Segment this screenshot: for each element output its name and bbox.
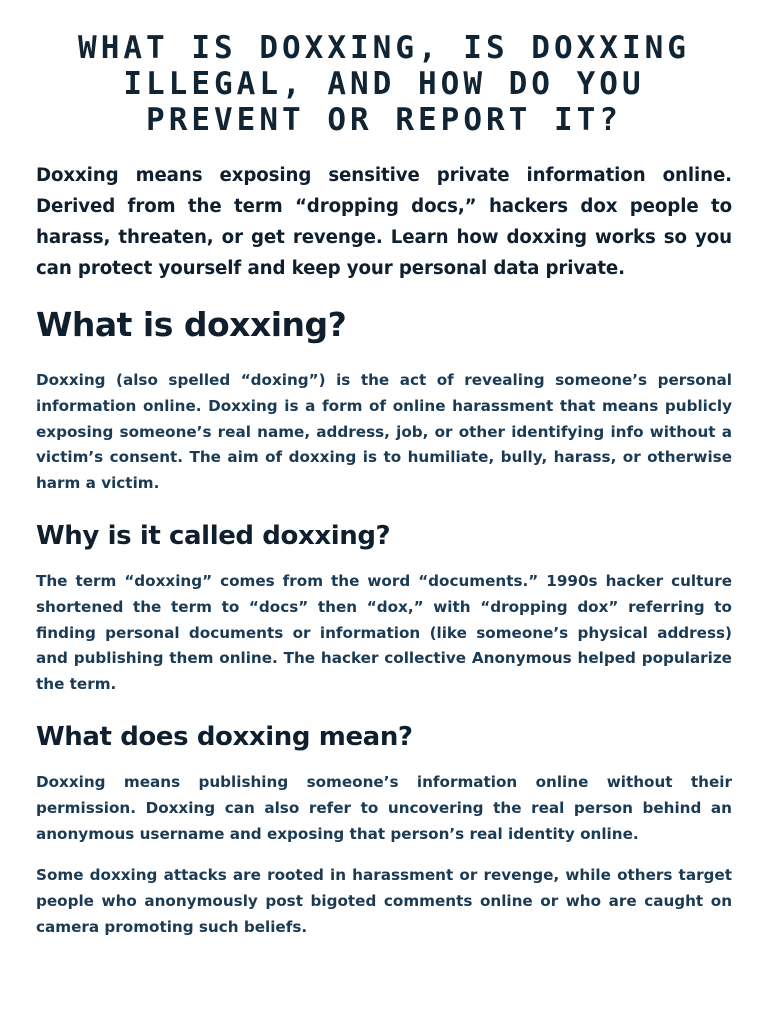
section-paragraph: The term “doxxing” comes from the word “documents.” 1990s hacker culture shortened the term to “docs” then “dox,” with “dropping dox” referring to finding personal documents or information (like someone’s physical address) and publishing them online. The hacker collective Anonymous helped popularize the term. xyxy=(36,571,732,694)
article xyxy=(36,30,732,963)
section-paragraph: Doxxing (also spelled “doxing”) is the act of revealing someone’s personal information online. Doxxing is a form of online harassment that means publicly exposing someone’s real name, address, job, or other identifying info without a victim’s consent. The aim of doxxing is to humiliate, bully, harass, or otherwise harm a victim. xyxy=(36,371,732,493)
section-heading-what-does-doxxing-mean: What does doxxing mean? xyxy=(36,721,413,752)
section-paragraph: Some doxxing attacks are rooted in harassment or revenge, while others target people who anonymously post bigoted comments online or who are caught on camera promoting such beliefs. xyxy=(36,866,732,936)
section-heading-why-called-doxxing: Why is it called doxxing? xyxy=(36,520,391,551)
intro-paragraph: Doxxing means exposing sensitive private information online. Derived from the term “dropping docs,” hackers dox people to harass, threaten, or get revenge. Learn how doxxing works so you can protect yourself and keep your personal data private. xyxy=(36,165,732,279)
section-heading-what-is-doxxing: What is doxxing? xyxy=(36,305,347,344)
section-paragraph: Doxxing means publishing someone’s information online without their permission. Doxxing can also refer to uncovering the real person behind an anonymous username and exposing that person’s real identity online. xyxy=(36,772,732,843)
page-title: WHAT IS DOXXING, IS DOXXING ILLEGAL, AND HOW DO YOU PREVENT OR REPORT IT? xyxy=(78,30,690,138)
